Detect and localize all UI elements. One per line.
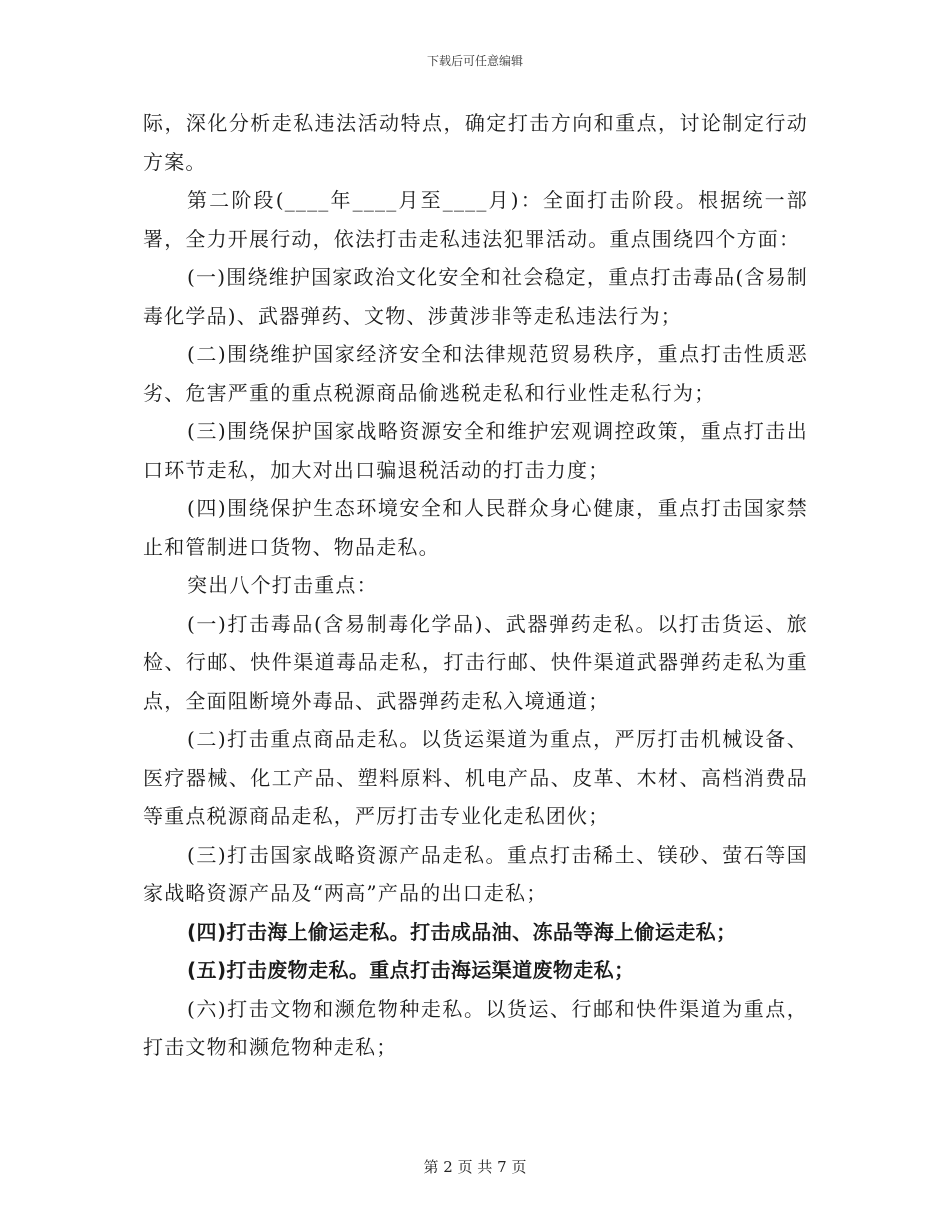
page-header: 下载后可任意编辑: [426, 54, 523, 68]
bold-paragraph: (四)打击海上偷运走私。打击成品油、冻品等海上偷运走私；: [187, 919, 737, 944]
paragraph: (三)打击国家战略资源产品走私。重点打击稀土、镁砂、萤石等国家战略资源产品及“两高”产品的出口走私；: [143, 842, 808, 905]
paragraph: (六)打击文物和濒危物种走私。以货运、行邮和快件渠道为重点，打击文物和濒危物种走私；: [143, 996, 808, 1059]
paragraph: (二)打击重点商品走私。以货运渠道为重点，严厉打击机械设备、医疗器械、化工产品、塑料原料、机电产品、皮革、木材、高档消费品等重点税源商品走私，严厉打击专业化走私团伙；: [143, 727, 808, 828]
page-number: 第 2 页 共 7 页: [423, 1158, 527, 1176]
document-body: [143, 104, 808, 1067]
paragraph: (一)围绕维护国家政治文化安全和社会稳定，重点打击毒品(含易制毒化学品)、武器弹药、文物、涉黄涉非等走私违法行为；: [143, 265, 808, 328]
paragraph: 第二阶段(____年____月至____月)：全面打击阶段。根据统一部署，全力开展行动，依法打击走私违法犯罪活动。重点围绕四个方面：: [143, 188, 808, 251]
paragraph: (二)围绕维护国家经济安全和法律规范贸易秩序，重点打击性质恶劣、危害严重的重点税源商品偷逃税走私和行业性走私行为；: [143, 342, 808, 405]
paragraph: (四)围绕保护生态环境安全和人民群众身心健康，重点打击国家禁止和管制进口货物、物品走私。: [143, 496, 808, 559]
paragraph: (三)围绕保护国家战略资源安全和维护宏观调控政策，重点打击出口环节走私，加大对出口骗退税活动的打击力度；: [143, 419, 808, 482]
section-heading: 突出八个打击重点：: [187, 573, 378, 597]
bold-paragraph: (五)打击废物走私。重点打击海运渠道废物走私；: [187, 958, 635, 982]
paragraph: (一)打击毒品(含易制毒化学品)、武器弹药走私。以打击货运、旅检、行邮、快件渠道毒品走私，打击行邮、快件渠道武器弹药走私为重点，全面阻断境外毒品、武器弹药走私入境通道；: [143, 611, 808, 713]
paragraph: 际，深化分析走私违法活动特点，确定打击方向和重点，讨论制定行动方案。: [143, 111, 808, 174]
